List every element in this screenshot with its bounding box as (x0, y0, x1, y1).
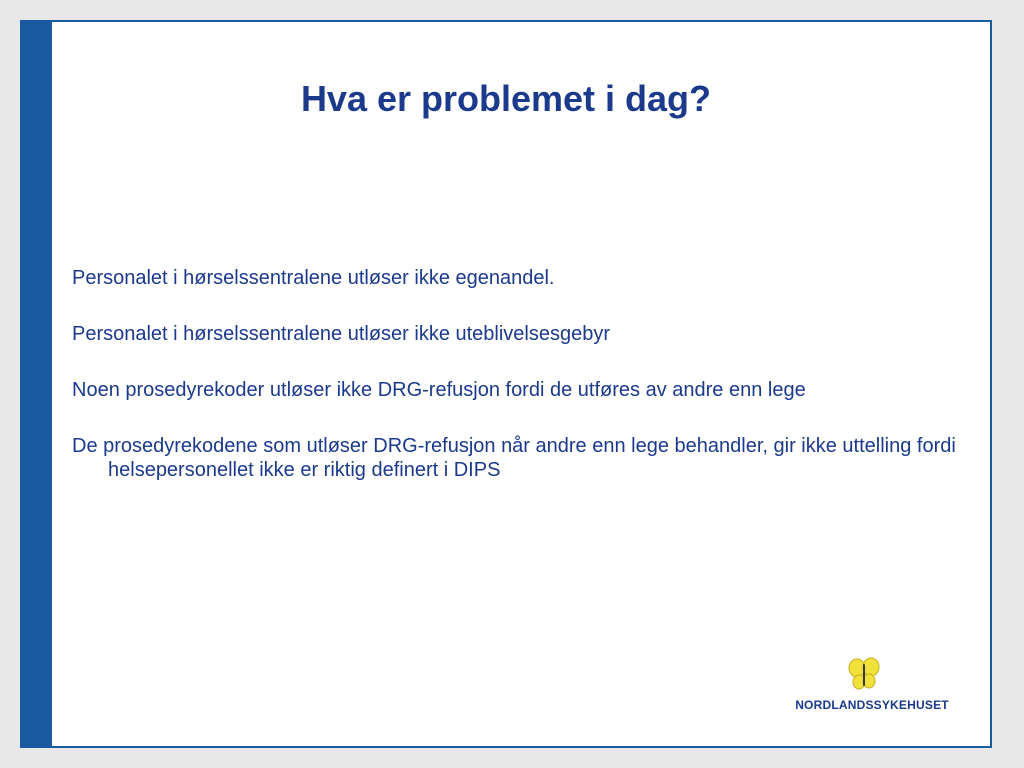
bullet-item: Personalet i hørselssentralene utløser ikke egenandel. (72, 267, 555, 289)
bullet-item: De prosedyrekodene som utløser DRG-refusjon når andre enn lege behandler, gir ikke uttelling fordi helsepersonellet ikke er riktig definert i DIPS (72, 435, 956, 481)
nordlandssykehuset-logo (782, 656, 962, 716)
slide-title: Hva er problemet i dag? (300, 78, 712, 119)
bullet-item: Noen prosedyrekoder utløser ikke DRG-refusjon fordi de utføres av andre enn lege (72, 379, 806, 401)
left-accent-bar (22, 22, 52, 746)
bullet-list (72, 266, 972, 514)
butterfly-icon (846, 656, 882, 692)
slide (20, 20, 992, 748)
bullet-item: Personalet i hørselssentralene utløser ikke uteblivelsesgebyr (72, 323, 611, 345)
logo-text: NORDLANDSSYKEHUSET (795, 698, 949, 712)
